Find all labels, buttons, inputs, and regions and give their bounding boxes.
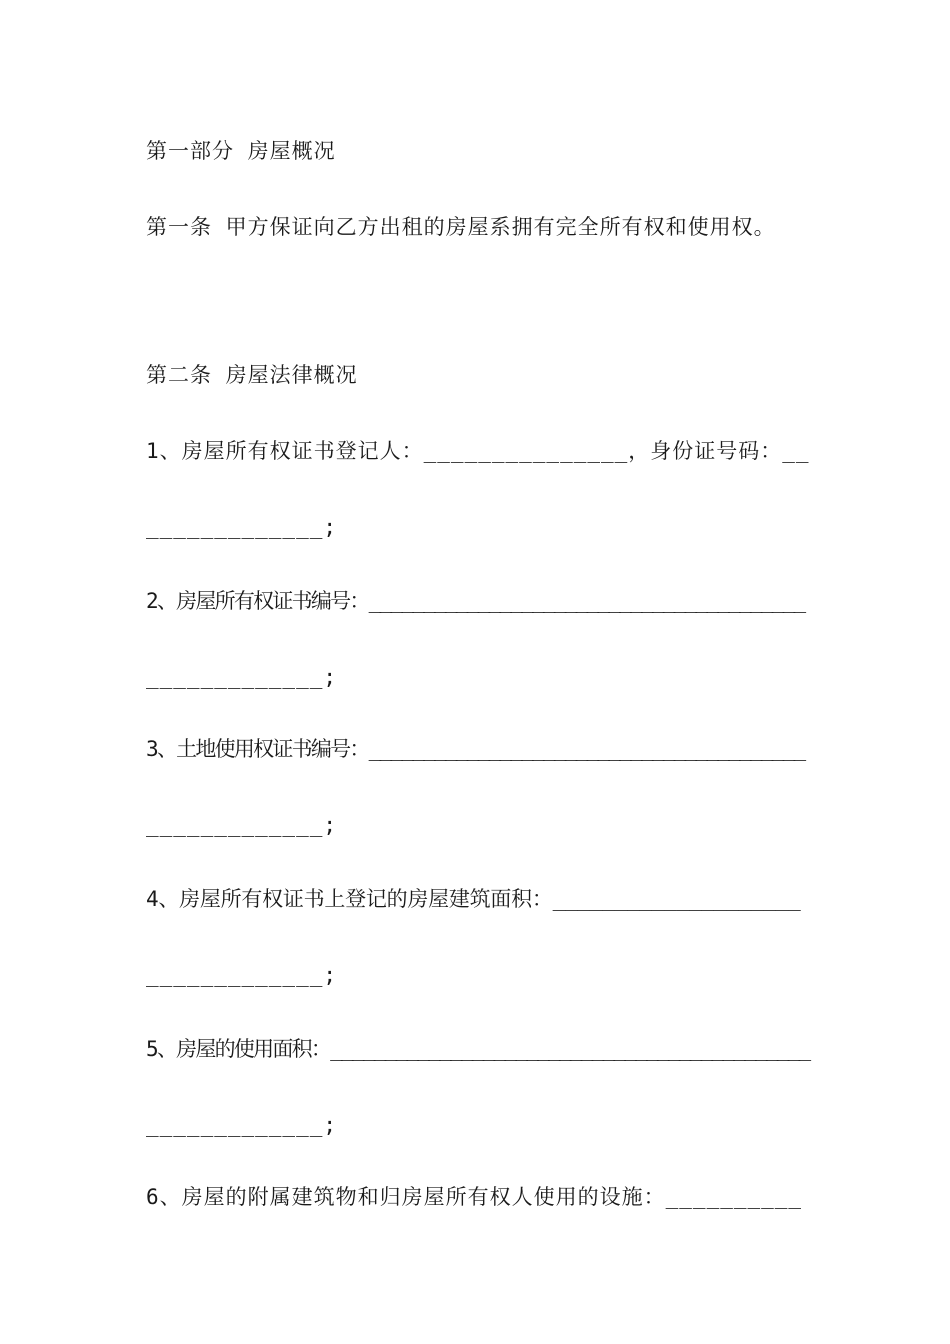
item-4: 4、房屋所有权证书上登记的房屋建筑面积：____________________ bbox=[146, 887, 801, 911]
item-5-continuation: _____________; bbox=[146, 1113, 338, 1137]
part-heading: 第一部分 房屋概况 bbox=[146, 139, 336, 163]
item-1: 1、房屋所有权证书登记人：_______________，身份证号码：__ bbox=[146, 439, 810, 463]
item-6: 6、房屋的附属建筑物和归房屋所有权人使用的设施：__________ bbox=[146, 1185, 803, 1209]
article-2-heading: 第二条 房屋法律概况 bbox=[146, 363, 358, 387]
item-3: 3、土地使用权证书编号：________________________________________ bbox=[146, 737, 805, 761]
item-2: 2、房屋所有权证书编号：________________________________________ bbox=[146, 589, 805, 613]
item-3-continuation: _____________; bbox=[146, 813, 338, 837]
item-5: 5、房屋的使用面积：____________________________________________ bbox=[146, 1037, 810, 1061]
item-2-continuation: _____________; bbox=[146, 665, 338, 689]
item-4-continuation: _____________; bbox=[146, 963, 338, 987]
item-1-continuation: _____________; bbox=[146, 515, 338, 539]
article-1: 第一条 甲方保证向乙方出租的房屋系拥有完全所有权和使用权。 bbox=[146, 215, 776, 239]
